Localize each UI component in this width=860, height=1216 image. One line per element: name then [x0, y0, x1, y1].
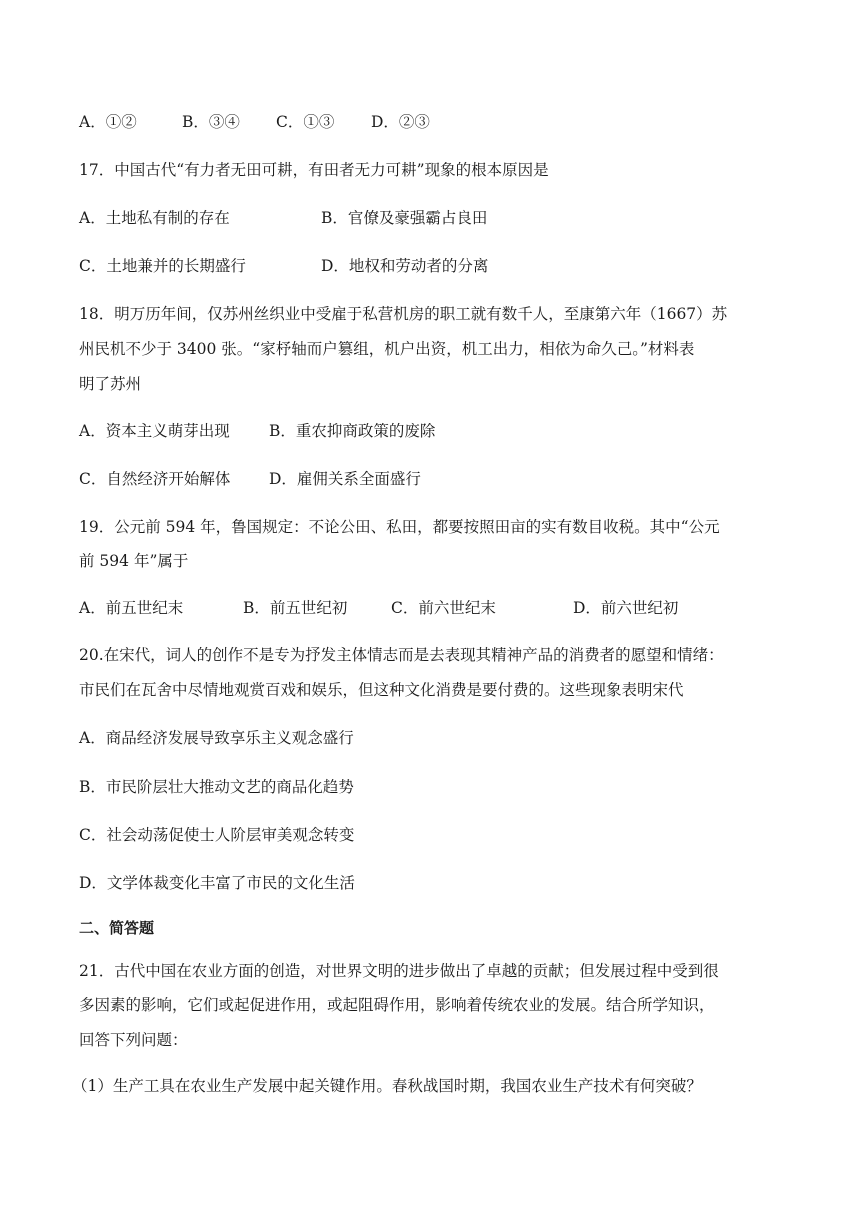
q18-option-a: A．资本主义萌芽出现 [79, 422, 230, 440]
q21-subquestion-1: （1）生产工具在农业生产发展中起关键作用。春秋战国时期，我国农业生产技术有何突破？ [72, 1077, 702, 1095]
q17-stem: 17．中国古代“有力者无田可耕，有田者无力可耕”现象的根本原因是 [79, 161, 549, 179]
q20-option-c: C．社会动荡促使士人阶层审美观念转变 [79, 826, 355, 844]
q17-option-b: B．官僚及豪强霸占良田 [321, 209, 488, 227]
q18-stem-line-1: 18．明万历年间，仅苏州丝织业中受雇于私营机房的职工就有数千人，至康第六年（1667）苏 [79, 305, 728, 323]
q20-stem-line-1: 20.在宋代，词人的创作不是专为抒发主体情志而是去表现其精神产品的消费者的愿望和情绪： [79, 646, 724, 664]
q19-option-b: B．前五世纪初 [243, 599, 348, 617]
q16-option-b: B．③④ [182, 113, 240, 131]
q18-stem-line-2: 州民机不少于 3400 张。“家杼轴而户篡组，机户出资，机工出力，相依为命久己。”材料表 [79, 340, 695, 358]
q16-option-a: A．①② [79, 113, 137, 131]
q20-option-a: A．商品经济发展导致享乐主义观念盛行 [79, 729, 354, 747]
q17-option-d: D．地权和劳动者的分离 [321, 257, 489, 275]
q17-option-a: A．土地私有制的存在 [79, 209, 230, 227]
q19-option-a: A．前五世纪末 [79, 599, 184, 617]
q20-stem-line-2: 市民们在瓦舍中尽情地观赏百戏和娱乐，但这种文化消费是要付费的。这些现象表明宋代 [79, 681, 684, 699]
q17-option-c: C．土地兼并的长期盛行 [79, 257, 246, 275]
q20-option-d: D．文学体裁变化丰富了市民的文化生活 [79, 874, 355, 892]
q18-option-b: B．重农抑商政策的废除 [269, 422, 436, 440]
q20-option-b: B．市民阶层壮大推动文艺的商品化趋势 [79, 778, 354, 796]
q19-option-c: C．前六世纪末 [391, 599, 496, 617]
q21-stem-line-1: 21．古代中国在农业方面的创造，对世界文明的进步做出了卓越的贡献；但发展过程中受到很 [79, 962, 719, 980]
section-heading: 二、简答题 [79, 919, 155, 937]
q18-stem-line-3: 明了苏州 [79, 375, 142, 393]
q18-option-c: C．自然经济开始解体 [79, 470, 231, 488]
q19-option-d: D．前六世纪初 [573, 599, 679, 617]
q21-stem-line-3: 回答下列问题： [79, 1031, 188, 1049]
q19-stem-line-1: 19．公元前 594 年，鲁国规定：不论公田、私田，都要按照田亩的实有数目收税。其中“公元 [79, 518, 720, 536]
q16-option-d: D．②③ [371, 113, 430, 131]
q18-option-d: D．雇佣关系全面盛行 [269, 470, 421, 488]
q19-stem-line-2: 前 594 年”属于 [79, 552, 189, 570]
q16-option-c: C．①③ [276, 113, 335, 131]
q21-stem-line-2: 多因素的影响，它们或起促进作用，或起阻碍作用，影响着传统农业的发展。结合所学知识， [79, 996, 715, 1014]
